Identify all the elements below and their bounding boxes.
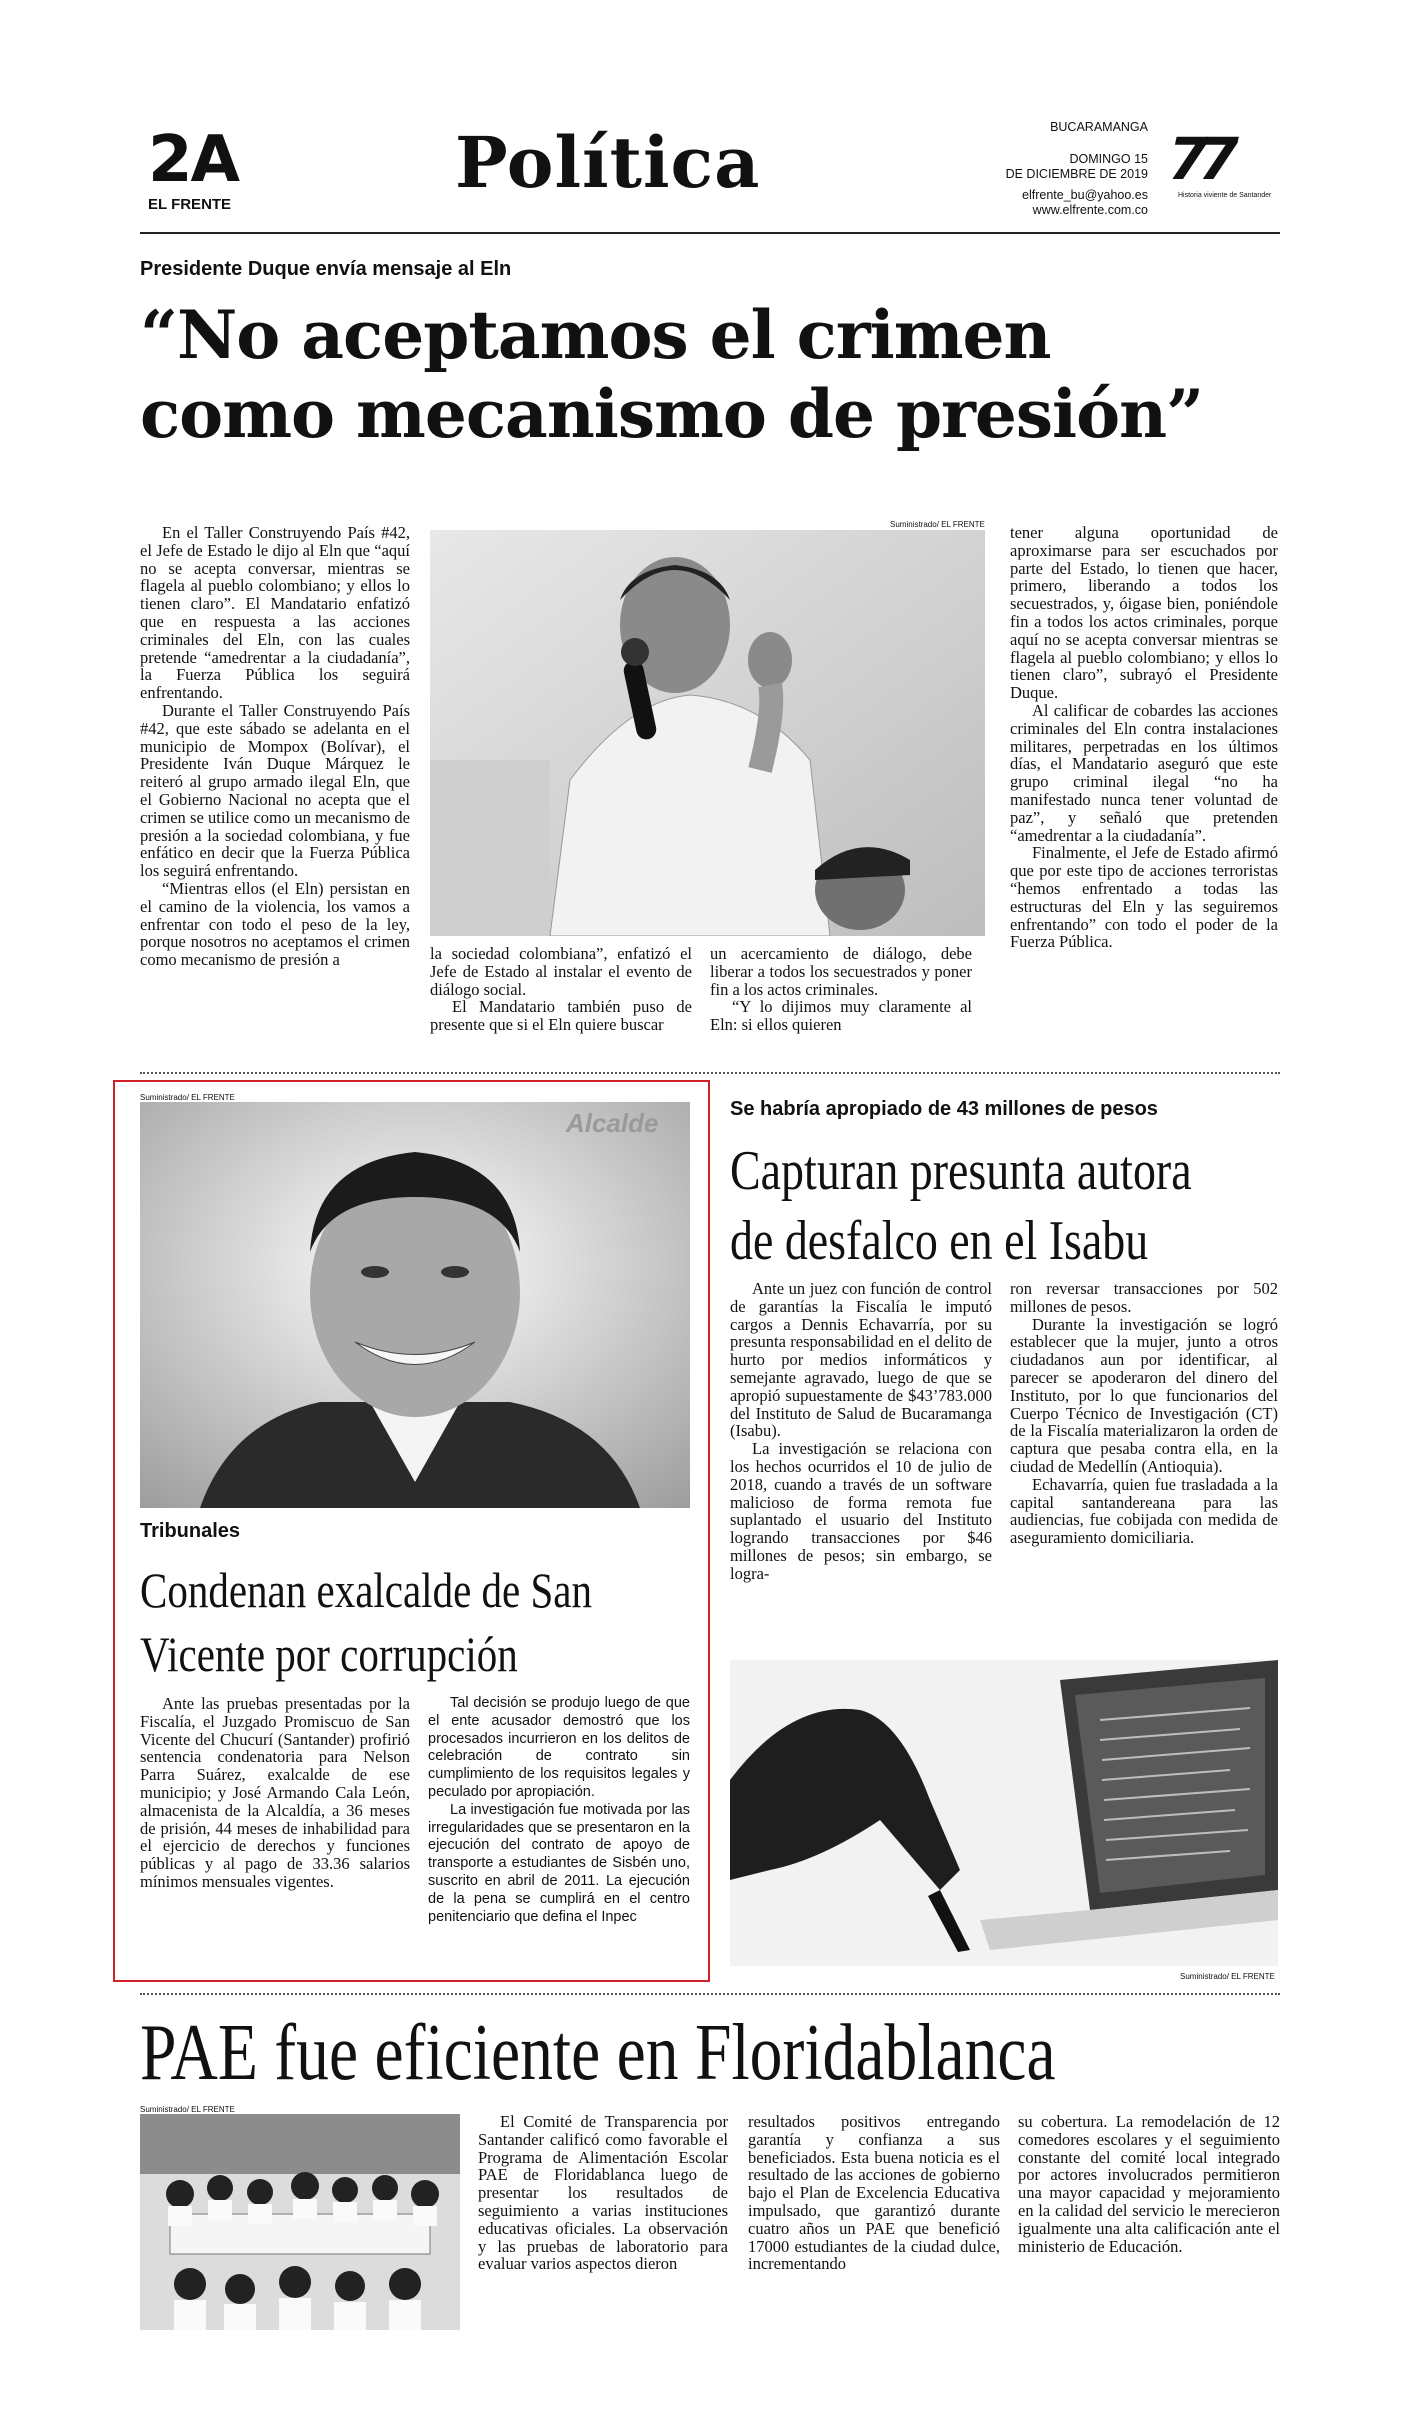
paragraph: La investigación fue motivada por las irregularidades que se presentaron en la ejecución del contrato de apoyo de transporte a estudiantes de Sisbén uno, suscrito en abril de 2011. La ejecución de la pena se cumplirá en el centro penitenciario que defina el Inpec <box>428 1801 690 1925</box>
story1-column-4 <box>1010 524 1278 951</box>
website-link[interactable]: www.elfrente.com.co <box>1032 203 1148 217</box>
story3-column-2 <box>1010 1280 1278 1547</box>
date-line-2: DE DICIEMBRE DE 2019 <box>1005 167 1148 181</box>
story2-photo-credit: Suministrado/ EL FRENTE <box>140 1093 235 1102</box>
paragraph: un acercamiento de diálogo, debe liberar a todos los secuestrados y poner fin a los actos criminales. <box>710 944 972 999</box>
paragraph: su cobertura. La remodelación de 12 comedores escolares y el seguimiento constante del comité local integrado por actores involucrados permitieron una mayor capacidad y mejoramiento en la calidad del servicio le merecieron igualmente una alta calificación ante el ministerio de Educación. <box>1018 2112 1280 2256</box>
section-title: Política <box>455 121 761 204</box>
paragraph: Durante la investigación se logró establecer que la mujer, junto a otros ciudadanos aun por identificar, al parecer se apoderaron del dinero del Instituto, por lo que funcionarios del Cuerpo Técnico de Investigación (CT) de la Fiscalía materializaron la orden de captura que pesaba contra ella, en la ciudad de Medellín (Antioquia). <box>1010 1314 1278 1476</box>
photo-tag-alcalde: Alcalde <box>566 1108 659 1138</box>
story4-column-1 <box>478 2113 728 2273</box>
masthead-rule <box>140 232 1280 234</box>
paragraph: Durante el Taller Construyendo País #42, que este sábado se adelanta en el municipio de Mompox (Bolívar), el Presidente Iván Duque Márquez le reiteró al grupo armado ilegal Eln, que el Gobierno Nacional no acepta que el crimen se utilice como un mecanismo de presión a la sociedad colombiana, y fue enfático en decir que la Fuerza Pública los seguirá enfrentando. <box>140 700 410 881</box>
date-line-1: DOMINGO 15 <box>1069 152 1148 166</box>
paragraph: El Comité de Transparencia por Santander calificó como favorable el Programa de Alimentación Escolar PAE de Floridablanca luego de presentar los resultados de seguimiento a varias instituciones educativas oficiales. La observación y las pruebas de laboratorio para evaluar varios aspectos dieron <box>478 2112 728 2274</box>
story2-column-1 <box>140 1695 410 1891</box>
paragraph: ron reversar transacciones por 502 millones de pesos. <box>1010 1279 1278 1316</box>
section-divider <box>140 1072 1280 1074</box>
story2-headline-line2: Vicente por corrupción <box>140 1626 518 1682</box>
story1-headline <box>140 296 1300 454</box>
story2-kicker: Tribunales <box>140 1520 241 1542</box>
story3-column-1 <box>730 1280 992 1583</box>
city: BUCARAMANGA <box>1050 120 1148 134</box>
story3-headline-line1: Capturan presunta autora <box>730 1140 1192 1202</box>
story1-column-2 <box>430 945 692 1034</box>
anniversary-logo <box>1160 125 1280 210</box>
story4-photo-credit: Suministrado/ EL FRENTE <box>140 2105 235 2114</box>
story4-column-2 <box>748 2113 1000 2273</box>
paragraph: Ante un juez con función de control de garantías la Fiscalía le imputó cargos a Dennis Echavarría, por su presunta responsabilidad en el delito de hurto por medios informáticos y semejante agravado, luego de que se apropió supuestamente de $43’783.000 del Instituto de Salud de Bucaramanga (Isabu). <box>730 1279 992 1441</box>
paragraph: resultados positivos entregando garantía y confianza a sus beneficiados. Esta buena noticia es el resultado de las acciones de gobierno bajo el Plan de Excelencia Educativa impulsado, que garantizó durante cuatro años un PAE que benefició 17000 estudiantes de la ciudad dulce, incrementando <box>748 2112 1000 2274</box>
paragraph: Al calificar de cobardes las acciones criminales del Eln contra instalaciones militares, perpetradas en los últimos días, el Mandatario aseguró que este grupo criminal ilegal “no ha manifestado nunca tener voluntad de paz”, y señaló que pretenden “amedrentar a la ciudadanía”. <box>1010 700 1278 845</box>
email-link[interactable]: elfrente_bu@yahoo.es <box>1022 188 1148 202</box>
story1-photo-credit: Suministrado/ EL FRENTE <box>890 520 985 529</box>
paragraph: la sociedad colombiana”, enfatizó el Jefe de Estado al instalar el evento de diálogo social. <box>430 944 692 999</box>
story1-headline-line2: como mecanismo de presión” <box>140 375 1204 453</box>
paragraph: Tal decisión se produjo luego de que el ente acusador demostró que los procesados incurrieron en los delitos de celebración de contrato sin cumplimiento de los requisitos legales y peculado por apropiación. <box>428 1695 690 1800</box>
story4-headline: PAE fue eficiente en Floridablanca <box>140 2009 1056 2097</box>
story1-headline-line1: “No aceptamos el crimen <box>140 296 1051 374</box>
paragraph: El Mandatario también puso de presente que si el Eln quiere buscar <box>430 997 692 1035</box>
story3-headline <box>730 1136 1192 1276</box>
hacker-laptop-photo <box>730 1660 1278 1966</box>
paragraph: En el Taller Construyendo País #42, el Jefe de Estado le dijo al Eln que “aquí no se acepta conversar, mientras se flagela al pueblo colombiano; y ellos lo tienen claro”. El Mandatario enfatizó que en respuesta a las acciones criminales del Eln, con las cuales pretende “amedrentar a la ciudadanía”, la Fuerza Pública los seguirá enfrentando. <box>140 523 410 703</box>
story1-kicker: Presidente Duque envía mensaje al Eln <box>140 258 512 280</box>
story2-headline-line1: Condenan exalcalde de San <box>140 1562 592 1618</box>
president-photo <box>430 530 985 936</box>
story2-headline <box>140 1558 592 1686</box>
anniversary-number: 77 <box>1160 125 1236 193</box>
paragraph: Finalmente, el Jefe de Estado afirmó que por este tipo de acciones terroristas “hemos enfrentado a todas las estructuras del Eln y las seguiremos enfrentando” con todo el poder de la Fuerza Pública. <box>1010 843 1278 952</box>
story1-column-3 <box>710 945 972 1034</box>
paragraph: Ante las pruebas presentadas por la Fiscalía, el Juzgado Promiscuo de San Vicente del Chucurí (Santander) profirió sentencia condenatoria para Nelson Parra Suárez, exalcalde de ese municipio; y José Armando Cala León, almacenista de la Alcaldía, a 36 meses de prisión, 44 meses de inhabilidad para el ejercicio de derechos y funciones públicas y al pago de 33.36 salarios mínimos mensuales vigentes. <box>140 1694 410 1891</box>
school-children-photo <box>140 2114 460 2330</box>
story1-column-1 <box>140 524 410 969</box>
story3-kicker: Se habría apropiado de 43 millones de pesos <box>730 1098 1158 1120</box>
paragraph: “Y lo dijimos muy claramente al Eln: si ellos quieren <box>710 997 972 1035</box>
newspaper-name: EL FRENTE <box>148 196 232 213</box>
paragraph: tener alguna oportunidad de aproximarse para ser escuchados por parte del Estado, lo tienen que hacer, primero, liberando a todos los secuestrados, y, óigase bien, poniéndole fin a todos los actos criminales, porque aquí no se acepta conversar mientras se flagela al pueblo colombiano; y ellos lo tienen claro”, subrayó el Presidente Duque. <box>1010 523 1278 703</box>
story2-column-2 <box>428 1695 690 1926</box>
mayor-photo <box>140 1102 690 1508</box>
story3-headline-line2: de desfalco en el Isabu <box>730 1210 1149 1272</box>
story3-photo-credit: Suministrado/ EL FRENTE <box>1180 1972 1275 1981</box>
anniversary-text: Historia viviente de Santander <box>1178 192 1272 199</box>
section-divider <box>140 1993 1280 1995</box>
paragraph: “Mientras ellos (el Eln) persistan en el camino de la violencia, los vamos a enfrentar con todo el peso de la ley, porque nosotros no aceptamos el crimen como mecanismo de presión a <box>140 878 410 970</box>
paragraph: Echavarría, quien fue trasladada a la capital santandereana para las audiencias, fue cobijada con medida de aseguramiento domiciliaria. <box>1010 1474 1278 1548</box>
paragraph: La investigación se relaciona con los hechos ocurridos el 10 de julio de 2018, cuando a través de un software malicioso de forma remota fue suplantado el usuario del Instituto logrando transacciones por $46 millones de pesos; sin embargo, se logra- <box>730 1439 992 1583</box>
story4-column-3 <box>1018 2113 1280 2255</box>
page-number: 2A <box>148 123 239 197</box>
